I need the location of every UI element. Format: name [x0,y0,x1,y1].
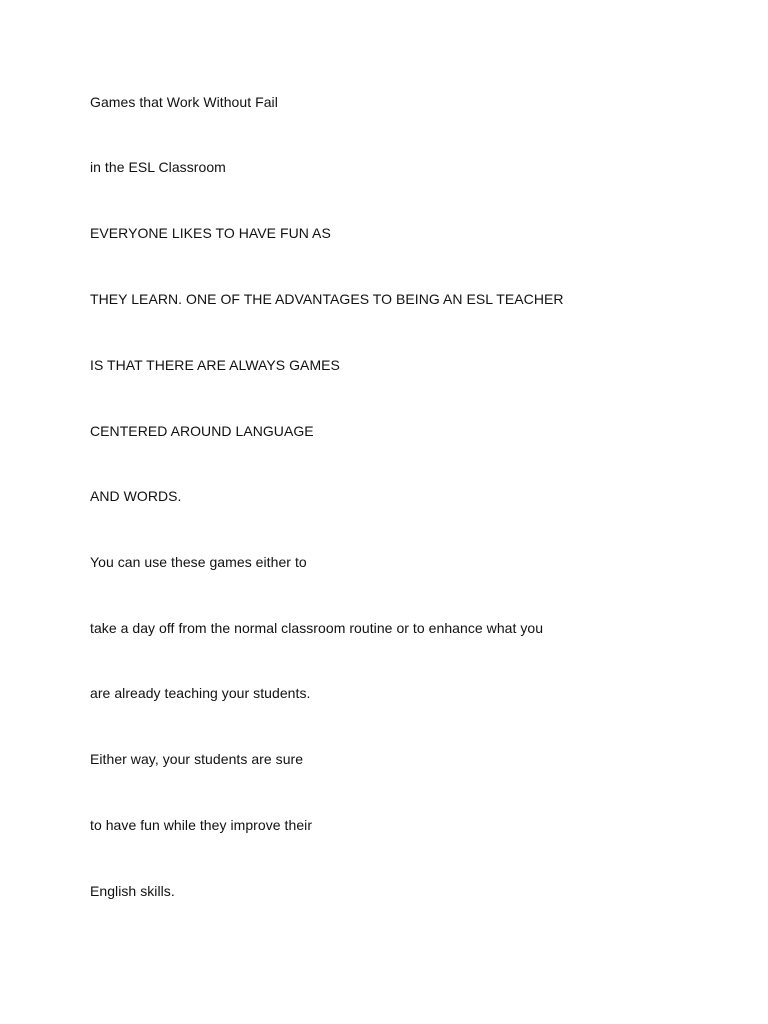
text-line: take a day off from the normal classroom routine or to enhance what you [90,620,544,636]
text-line: You can use these games either to [90,554,307,570]
text-line: EVERYONE LIKES TO HAVE FUN AS [90,225,331,241]
text-line: to have fun while they improve their [90,817,313,833]
text-line: CENTERED AROUND LANGUAGE [90,423,314,439]
doc-subtitle-line: in the ESL Classroom [90,159,226,175]
text-line: English skills. [90,883,175,899]
text-line: IS THAT THERE ARE ALWAYS GAMES [90,357,340,373]
doc-title-line: Games that Work Without Fail [90,94,278,110]
text-line: THEY LEARN. ONE OF THE ADVANTAGES TO BEING AN ESL TEACHER [90,291,564,307]
text-line: AND WORDS. [90,488,182,504]
text-line: Either way, your students are sure [90,751,304,767]
text-line: are already teaching your students. [90,685,311,701]
